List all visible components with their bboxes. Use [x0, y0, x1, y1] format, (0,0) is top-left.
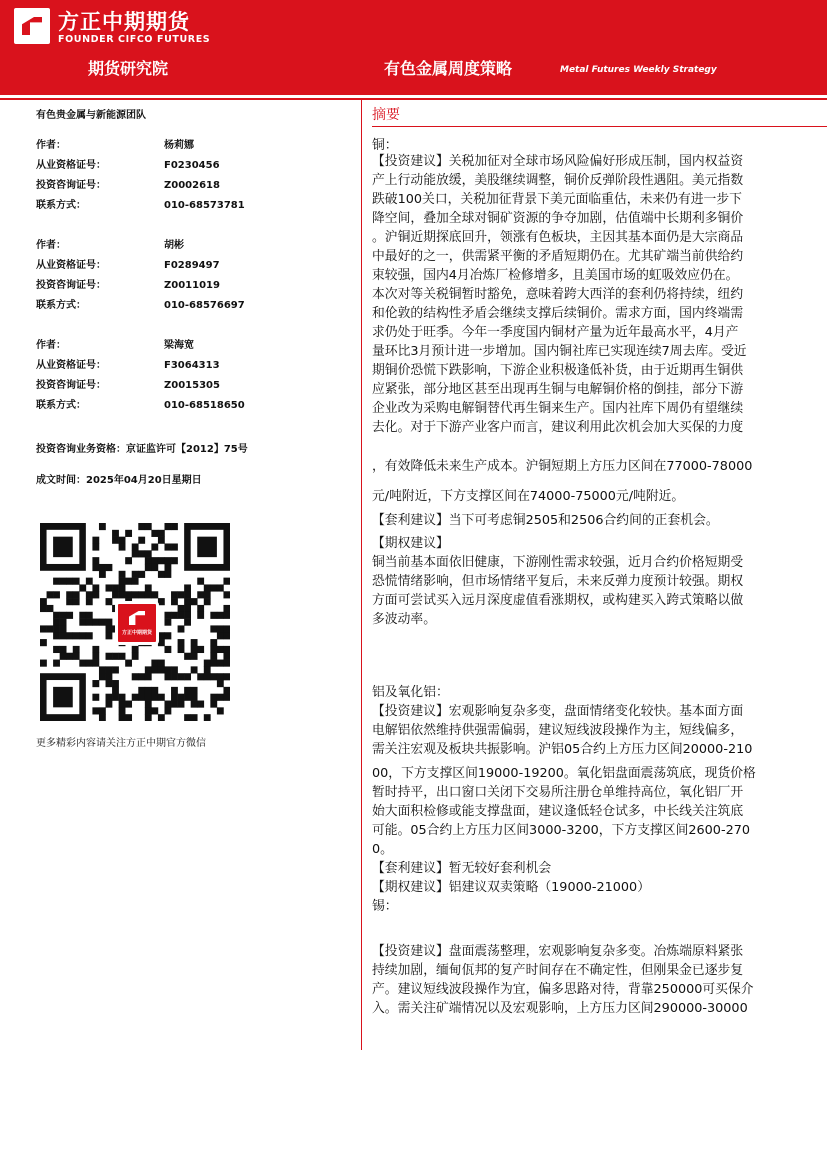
research-dept: 期货研究院: [88, 59, 169, 78]
abstract-line: 锡：: [372, 899, 398, 914]
abstract-line: 【套利建议】当下可考虑铜2505和2506合约间的正套机会。: [372, 513, 719, 528]
abstract-line: 产。建议短线波段操作为宜，偏多思路对待，背靠250000可买保介: [372, 982, 754, 997]
field-label: 投资咨询证号：: [36, 380, 106, 391]
abstract-line: 跌破100关口，关税加征背景下美元面临重估，未来仍有进一步下: [372, 192, 742, 207]
field-value: F0230456: [164, 160, 220, 171]
abstract-line: 铝及氧化铝：: [372, 685, 449, 700]
abstract-line: 00，下方支撑区间19000-19200。氧化铝盘面震荡筑底，现货价格: [372, 766, 756, 781]
team-name: 有色贵金属与新能源团队: [36, 110, 146, 121]
field-label: 从业资格证号：: [36, 360, 106, 371]
report-title: 有色金属周度策略: [384, 59, 513, 78]
column-divider: [361, 100, 362, 1050]
abstract-line: 去化。对于下游产业客户而言，建议利用此次机会加大买保的力度: [372, 420, 744, 435]
field-value: 杨莉娜: [164, 140, 194, 151]
abstract-line: 入。需关注矿端情况以及宏观影响，上方压力区间290000-30000: [372, 1001, 748, 1016]
qr-center-label: 方正中期期货: [121, 630, 152, 636]
abstract-line: 恐慌情绪影响，但市场情绪平复后，未来反弹力度预计较强。期权: [372, 574, 744, 589]
abstract-line: 企业改为采购电解铜替代再生铜来生产。国内社库下周仍有望继续: [372, 401, 744, 416]
founder-logo-icon: [14, 8, 50, 44]
report-header: [0, 0, 827, 95]
abstract-rule: [372, 126, 827, 127]
abstract-line: 中最好的之一，供需紧平衡的矛盾短期仍在。尤其矿端当前供给约: [372, 249, 744, 264]
abstract-title: 摘要: [372, 107, 400, 123]
field-value: 010-68518650: [164, 400, 245, 411]
field-value: F3064313: [164, 360, 220, 371]
publish-date: 成文时间：2025年04月20日星期日: [36, 475, 202, 486]
abstract-line: 方面可尝试买入远月深度虚值看涨期权，或构建买入跨式策略以做: [372, 593, 744, 608]
abstract-line: 【投资建议】宏观影响复杂多变，盘面情绪变化较快。基本面方面: [372, 704, 744, 719]
abstract-line: 本次对等关税铜暂时豁免，意味着跨大西洋的套利仍将持续，纽约: [372, 287, 744, 302]
abstract-line: 期铜价恐慌下跌影响，下游企业积极逢低补货，由于近期再生铜供: [372, 363, 744, 378]
abstract-line: 【投资建议】关税加征对全球市场风险偏好形成压制，国内权益资: [372, 154, 744, 169]
field-value: Z0015305: [164, 380, 220, 391]
abstract-line: 需关注宏观及板块共振影响。沪铝05合约上方压力区间20000-210: [372, 742, 753, 757]
field-label: 从业资格证号：: [36, 160, 106, 171]
field-label: 投资咨询证号：: [36, 180, 106, 191]
header-divider: [0, 98, 827, 100]
logo-chinese-name: 方正中期期货: [58, 10, 190, 34]
field-value: Z0002618: [164, 180, 220, 191]
abstract-line: 【投资建议】盘面震荡整理，宏观影响复杂多变。冶炼端原料紧张: [372, 944, 744, 959]
abstract-line: 电解铝依然维持供强需偏弱，建议短线波段操作为主，短线偏多，: [372, 723, 744, 738]
abstract-line: 应紧张，部分地区甚至出现再生铜与电解铜价格的倒挂，部分下游: [372, 382, 744, 397]
abstract-line: 求仍处于旺季。今年一季度国内铜材产量为近年最高水平，4月产: [372, 325, 739, 340]
abstract-line: ，有效降低未来生产成本。沪铜短期上方压力区间在77000-78000: [372, 459, 753, 474]
qualification-text: 投资咨询业务资格：京证监许可【2012】75号: [36, 444, 248, 455]
abstract-line: 量环比3月预计进一步增加。国内铜社库已实现连续7周去库。受近: [372, 344, 747, 359]
field-label: 从业资格证号：: [36, 260, 106, 271]
logo-english-name: FOUNDER CIFCO FUTURES: [58, 34, 211, 45]
abstract-line: 【套利建议】暂无较好套利机会: [372, 861, 552, 876]
abstract-line: 铜：: [372, 138, 398, 153]
qr-caption: 更多精彩内容请关注方正中期官方微信: [36, 738, 206, 749]
field-value: 胡彬: [164, 240, 184, 251]
abstract-line: 持续加剧，缅甸佤邦的复产时间存在不确定性，但刚果金已逐步复: [372, 963, 744, 978]
field-label: 作者：: [36, 140, 66, 151]
abstract-line: 可能。05合约上方压力区间3000-3200，下方支撑区间2600-270: [372, 823, 750, 838]
abstract-line: 。沪铜近期探底回升，领涨有色板块，主因其基本面仍是大宗商品: [372, 230, 744, 245]
field-value: F0289497: [164, 260, 220, 271]
abstract-line: 【期权建议】铝建议双卖策略（19000-21000）: [372, 880, 650, 895]
abstract-line: 【期权建议】: [372, 536, 449, 551]
abstract-line: 元/吨附近，下方支撑区间在74000-75000元/吨附近。: [372, 489, 685, 504]
abstract-line: 降空间，叠加全球对铜矿资源的争夺加剧，估值端中长期利多铜价: [372, 211, 744, 226]
abstract-line: 始大面积检修或能支撑盘面，建议逢低轻仓试多，中长线关注筑底: [372, 804, 744, 819]
abstract-line: 铜当前基本面依旧健康，下游刚性需求较强，近月合约价格短期受: [372, 555, 744, 570]
field-label: 作者：: [36, 240, 66, 251]
field-label: 作者：: [36, 340, 66, 351]
field-value: Z0011019: [164, 280, 220, 291]
abstract-line: 产上行动能放缓，美股继续调整，铜价反弹阶段性遇阻。美元指数: [372, 173, 744, 188]
field-value: 010-68573781: [164, 200, 245, 211]
field-label: 投资咨询证号：: [36, 280, 106, 291]
abstract-line: 多波动率。: [372, 612, 436, 627]
abstract-line: 束较强，国内4月冶炼厂检修增多，且美国市场的虹吸效应仍在。: [372, 268, 739, 283]
abstract-line: 和伦敦的结构性矛盾会继续支撑后续铜价。需求方面，国内终端需: [372, 306, 744, 321]
field-label: 联系方式：: [36, 200, 86, 211]
field-label: 联系方式：: [36, 300, 86, 311]
qr-center-logo-icon: [115, 601, 159, 645]
wechat-qr-code[interactable]: [40, 523, 230, 721]
abstract-line: 0。: [372, 842, 393, 857]
report-title-en: Metal Futures Weekly Strategy: [560, 65, 717, 75]
field-value: 梁海宽: [164, 340, 194, 351]
field-value: 010-68576697: [164, 300, 245, 311]
field-label: 联系方式：: [36, 400, 86, 411]
abstract-line: 暂时持平，出口窗口关闭下交易所注册仓单维持高位，氧化铝厂开: [372, 785, 744, 800]
